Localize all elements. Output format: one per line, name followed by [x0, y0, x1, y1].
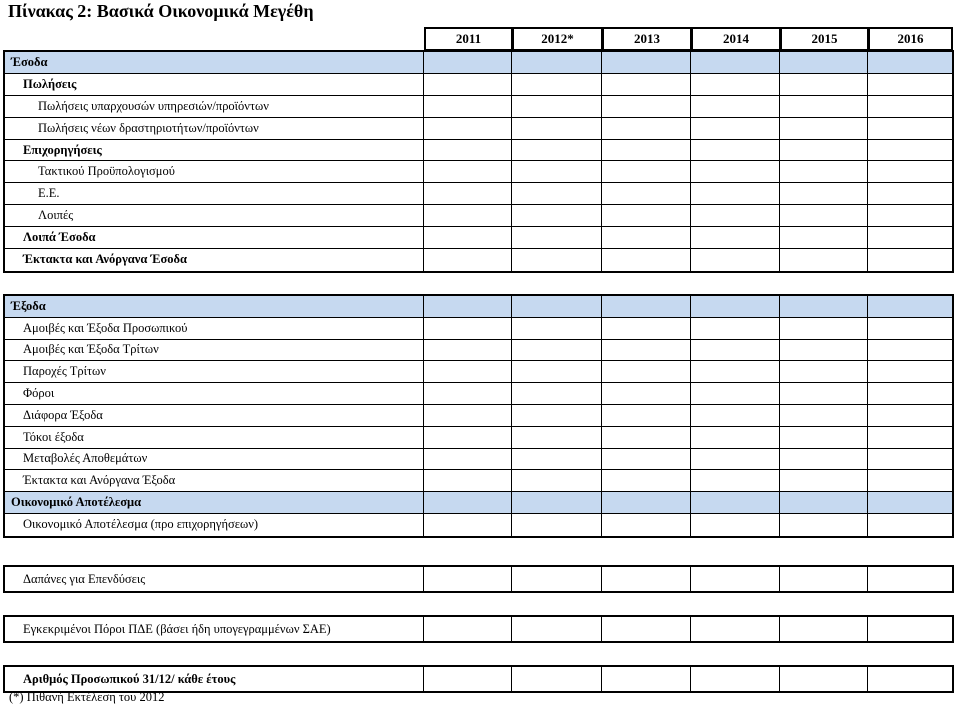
- value-cell[interactable]: [780, 449, 868, 470]
- value-cell[interactable]: [424, 52, 512, 73]
- value-cell[interactable]: [868, 361, 952, 382]
- value-cell[interactable]: [691, 183, 780, 204]
- row-label: Έσοδα: [5, 52, 424, 73]
- value-cell[interactable]: [512, 514, 602, 536]
- value-cell[interactable]: [780, 140, 868, 161]
- year-header-cell: 2016: [868, 27, 953, 51]
- row-label: Έκτακτα και Ανόργανα Έσοδα: [5, 249, 424, 271]
- value-cell[interactable]: [691, 227, 780, 248]
- value-cell[interactable]: [691, 52, 780, 73]
- value-cell[interactable]: [691, 427, 780, 448]
- value-cell[interactable]: [868, 296, 952, 317]
- value-cell[interactable]: [512, 96, 602, 117]
- value-cell[interactable]: [602, 318, 691, 339]
- value-cell[interactable]: [512, 492, 602, 513]
- value-cell[interactable]: [424, 667, 512, 691]
- table-row: [5, 118, 952, 140]
- value-cell[interactable]: [691, 470, 780, 491]
- year-header-cell: 2013: [602, 27, 691, 51]
- value-cell[interactable]: [602, 52, 691, 73]
- value-cell[interactable]: [424, 74, 512, 95]
- value-cell[interactable]: [868, 96, 952, 117]
- table-row: [5, 427, 952, 449]
- value-cell[interactable]: [691, 296, 780, 317]
- table-row: [5, 449, 952, 471]
- value-cell[interactable]: [512, 617, 602, 641]
- table-section-staff: [3, 665, 954, 693]
- page-title: Πίνακας 2: Βασικά Οικονομικά Μεγέθη: [8, 1, 314, 21]
- year-header-cell: 2012*: [512, 27, 602, 51]
- value-cell[interactable]: [691, 617, 780, 641]
- row-label: Δαπάνες για Επενδύσεις: [5, 567, 424, 591]
- value-cell[interactable]: [512, 183, 602, 204]
- value-cell[interactable]: [424, 567, 512, 591]
- row-label: Μεταβολές Αποθεμάτων: [5, 449, 424, 470]
- value-cell[interactable]: [780, 227, 868, 248]
- table-section-investments: [3, 565, 954, 593]
- value-cell[interactable]: [868, 140, 952, 161]
- value-cell[interactable]: [868, 205, 952, 226]
- value-cell[interactable]: [868, 492, 952, 513]
- value-cell[interactable]: [691, 161, 780, 182]
- value-cell[interactable]: [512, 249, 602, 271]
- value-cell[interactable]: [868, 567, 952, 591]
- value-cell[interactable]: [780, 492, 868, 513]
- value-cell[interactable]: [691, 318, 780, 339]
- value-cell[interactable]: [780, 96, 868, 117]
- row-label: Πωλήσεις: [5, 74, 424, 95]
- row-label: Λοιπά Έσοδα: [5, 227, 424, 248]
- value-cell[interactable]: [691, 383, 780, 404]
- value-cell[interactable]: [512, 405, 602, 426]
- value-cell[interactable]: [691, 449, 780, 470]
- value-cell[interactable]: [868, 470, 952, 491]
- value-cell[interactable]: [602, 249, 691, 271]
- value-cell[interactable]: [602, 296, 691, 317]
- value-cell[interactable]: [780, 361, 868, 382]
- value-cell[interactable]: [602, 567, 691, 591]
- value-cell[interactable]: [602, 427, 691, 448]
- table-row: [5, 383, 952, 405]
- value-cell[interactable]: [424, 340, 512, 361]
- value-cell[interactable]: [602, 492, 691, 513]
- row-label: Πωλήσεις υπαρχουσών υπηρεσιών/προϊόντων: [5, 96, 424, 117]
- value-cell[interactable]: [602, 470, 691, 491]
- value-cell[interactable]: [868, 514, 952, 536]
- value-cell[interactable]: [868, 227, 952, 248]
- value-cell[interactable]: [602, 161, 691, 182]
- value-cell[interactable]: [780, 383, 868, 404]
- value-cell[interactable]: [780, 296, 868, 317]
- value-cell[interactable]: [868, 52, 952, 73]
- value-cell[interactable]: [602, 514, 691, 536]
- table-row: [5, 470, 952, 492]
- value-cell[interactable]: [512, 361, 602, 382]
- table-row: [5, 161, 952, 183]
- row-label: Φόροι: [5, 383, 424, 404]
- value-cell[interactable]: [602, 340, 691, 361]
- value-cell[interactable]: [780, 470, 868, 491]
- table-section-pde: [3, 615, 954, 643]
- footnote: (*) Πιθανή Εκτέλεση του 2012: [9, 690, 165, 704]
- table-section-expenses: [3, 294, 954, 538]
- value-cell[interactable]: [602, 183, 691, 204]
- value-cell[interactable]: [424, 140, 512, 161]
- table-row: [5, 96, 952, 118]
- value-cell[interactable]: [780, 161, 868, 182]
- value-cell[interactable]: [868, 449, 952, 470]
- value-cell[interactable]: [512, 52, 602, 73]
- table-row: [5, 74, 952, 96]
- value-cell[interactable]: [424, 227, 512, 248]
- value-cell[interactable]: [780, 74, 868, 95]
- table-row: [5, 318, 952, 340]
- row-label: Τακτικού Προϋπολογισμού: [5, 161, 424, 182]
- value-cell[interactable]: [512, 140, 602, 161]
- year-header-cell: 2015: [780, 27, 868, 51]
- value-cell[interactable]: [780, 318, 868, 339]
- value-cell[interactable]: [868, 340, 952, 361]
- value-cell[interactable]: [602, 205, 691, 226]
- value-cell[interactable]: [602, 361, 691, 382]
- value-cell[interactable]: [780, 567, 868, 591]
- table-row: [5, 667, 952, 691]
- value-cell[interactable]: [780, 667, 868, 691]
- value-cell[interactable]: [780, 52, 868, 73]
- table-row: [5, 140, 952, 162]
- value-cell[interactable]: [512, 74, 602, 95]
- row-label: Διάφορα Έξοδα: [5, 405, 424, 426]
- row-label: Έξοδα: [5, 296, 424, 317]
- row-label: Τόκοι έξοδα: [5, 427, 424, 448]
- table-row: [5, 514, 952, 536]
- value-cell[interactable]: [602, 449, 691, 470]
- value-cell[interactable]: [602, 96, 691, 117]
- value-cell[interactable]: [868, 249, 952, 271]
- value-cell[interactable]: [602, 617, 691, 641]
- value-cell[interactable]: [602, 405, 691, 426]
- value-cell[interactable]: [868, 427, 952, 448]
- value-cell[interactable]: [424, 492, 512, 513]
- value-cell[interactable]: [512, 567, 602, 591]
- value-cell[interactable]: [691, 205, 780, 226]
- row-label: Επιχορηγήσεις: [5, 140, 424, 161]
- value-cell[interactable]: [868, 405, 952, 426]
- value-cell[interactable]: [424, 183, 512, 204]
- row-label: Αριθμός Προσωπικού 31/12/ κάθε έτους: [5, 667, 424, 691]
- value-cell[interactable]: [424, 617, 512, 641]
- value-cell[interactable]: [868, 667, 952, 691]
- row-label: Αμοιβές και Έξοδα Προσωπικού: [5, 318, 424, 339]
- table-row: [5, 205, 952, 227]
- value-cell[interactable]: [424, 470, 512, 491]
- value-cell[interactable]: [780, 427, 868, 448]
- value-cell[interactable]: [780, 118, 868, 139]
- value-cell[interactable]: [691, 74, 780, 95]
- row-label: Αμοιβές και Έξοδα Τρίτων: [5, 340, 424, 361]
- value-cell[interactable]: [424, 118, 512, 139]
- value-cell[interactable]: [512, 427, 602, 448]
- value-cell[interactable]: [691, 96, 780, 117]
- table-row: [5, 361, 952, 383]
- row-label: Πωλήσεις νέων δραστηριοτήτων/προϊόντων: [5, 118, 424, 139]
- table-row: [5, 567, 952, 591]
- table-row: [5, 183, 952, 205]
- value-cell[interactable]: [424, 318, 512, 339]
- value-cell[interactable]: [691, 492, 780, 513]
- value-cell[interactable]: [512, 449, 602, 470]
- value-cell[interactable]: [868, 383, 952, 404]
- value-cell[interactable]: [691, 340, 780, 361]
- table-row: [5, 617, 952, 641]
- value-cell[interactable]: [602, 140, 691, 161]
- value-cell[interactable]: [512, 118, 602, 139]
- value-cell[interactable]: [691, 118, 780, 139]
- value-cell[interactable]: [602, 74, 691, 95]
- table-section-income: [3, 50, 954, 273]
- value-cell[interactable]: [424, 449, 512, 470]
- year-header-cell: 2014: [691, 27, 780, 51]
- table-row: [5, 492, 952, 514]
- value-cell[interactable]: [868, 617, 952, 641]
- value-cell[interactable]: [691, 405, 780, 426]
- value-cell[interactable]: [512, 296, 602, 317]
- value-cell[interactable]: [691, 361, 780, 382]
- table-row: [5, 249, 952, 271]
- value-cell[interactable]: [424, 161, 512, 182]
- value-cell[interactable]: [512, 318, 602, 339]
- value-cell[interactable]: [868, 118, 952, 139]
- value-cell[interactable]: [780, 617, 868, 641]
- value-cell[interactable]: [424, 405, 512, 426]
- year-header: [424, 27, 953, 51]
- value-cell[interactable]: [512, 667, 602, 691]
- value-cell[interactable]: [424, 427, 512, 448]
- value-cell[interactable]: [512, 470, 602, 491]
- value-cell[interactable]: [691, 140, 780, 161]
- table-row: [5, 227, 952, 249]
- value-cell[interactable]: [691, 567, 780, 591]
- row-label: Οικονομικό Αποτέλεσμα: [5, 492, 424, 513]
- value-cell[interactable]: [868, 183, 952, 204]
- value-cell[interactable]: [602, 667, 691, 691]
- row-label: Λοιπές: [5, 205, 424, 226]
- row-label: Εγκεκριμένοι Πόροι ΠΔΕ (βάσει ήδη υπογεγραμμένων ΣΑΕ): [5, 617, 424, 641]
- value-cell[interactable]: [780, 249, 868, 271]
- value-cell[interactable]: [424, 296, 512, 317]
- value-cell[interactable]: [780, 514, 868, 536]
- row-label: Έκτακτα και Ανόργανα Έξοδα: [5, 470, 424, 491]
- value-cell[interactable]: [868, 161, 952, 182]
- value-cell[interactable]: [512, 161, 602, 182]
- row-label: Ε.Ε.: [5, 183, 424, 204]
- value-cell[interactable]: [691, 249, 780, 271]
- value-cell[interactable]: [512, 227, 602, 248]
- value-cell[interactable]: [424, 249, 512, 271]
- value-cell[interactable]: [424, 361, 512, 382]
- value-cell[interactable]: [424, 383, 512, 404]
- value-cell[interactable]: [512, 383, 602, 404]
- value-cell[interactable]: [512, 205, 602, 226]
- value-cell[interactable]: [602, 227, 691, 248]
- table-row: [5, 296, 952, 318]
- value-cell[interactable]: [512, 340, 602, 361]
- table-row: [5, 405, 952, 427]
- value-cell[interactable]: [691, 514, 780, 536]
- row-label: Οικονομικό Αποτέλεσμα (προ επιχορηγήσεων): [5, 514, 424, 536]
- value-cell[interactable]: [868, 74, 952, 95]
- value-cell[interactable]: [691, 667, 780, 691]
- value-cell[interactable]: [780, 205, 868, 226]
- value-cell[interactable]: [602, 118, 691, 139]
- value-cell[interactable]: [780, 340, 868, 361]
- value-cell[interactable]: [424, 514, 512, 536]
- row-label: Παροχές Τρίτων: [5, 361, 424, 382]
- table-row: [5, 340, 952, 362]
- value-cell[interactable]: [780, 183, 868, 204]
- value-cell[interactable]: [602, 383, 691, 404]
- value-cell[interactable]: [424, 205, 512, 226]
- value-cell[interactable]: [424, 96, 512, 117]
- table-row: [5, 52, 952, 74]
- value-cell[interactable]: [868, 318, 952, 339]
- value-cell[interactable]: [780, 405, 868, 426]
- year-header-cell: 2011: [424, 27, 512, 51]
